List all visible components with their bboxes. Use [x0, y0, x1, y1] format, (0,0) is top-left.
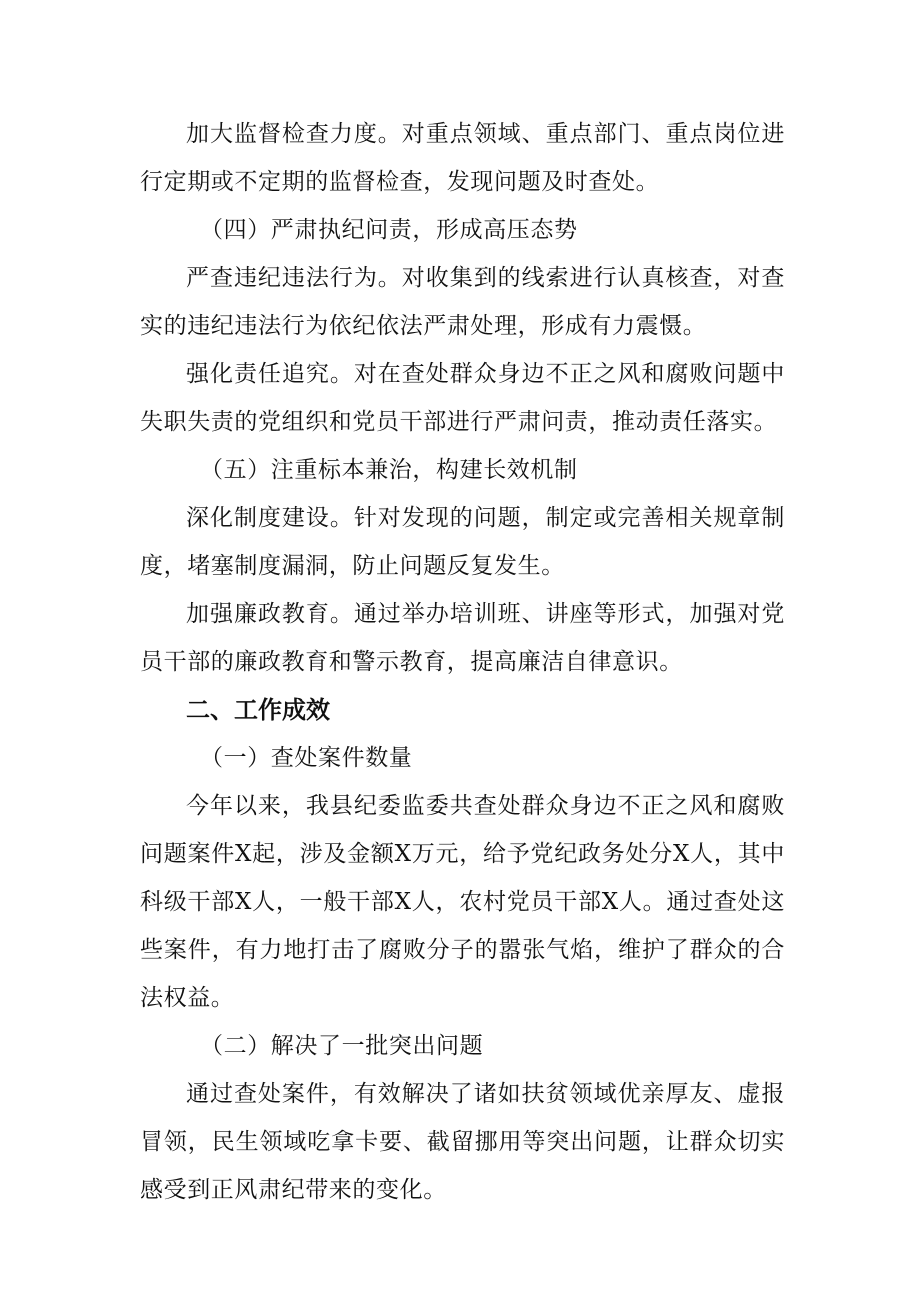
document-body [140, 110, 785, 1214]
para-system-building: 深化制度建设。针对发现的问题，制定或完善相关规章制度，堵塞制度漏洞，防止问题反复发生。 [140, 505, 785, 579]
para-integrity-education: 加强廉政教育。通过举办培训班、讲座等形式，加强对党员干部的廉政教育和警示教育，提高廉洁自律意识。 [140, 601, 785, 675]
para-case-statistics: 今年以来，我县纪委监委共查处群众身边不正之风和腐败问题案件X起，涉及金额X万元，给予党纪政务处分X人，其中科级干部X人，一般干部X人，农村党员干部X人。通过查处这些案件，有力地打击了腐败分子的嚣张气焰，维护了群众的合法权益。 [140, 793, 785, 1011]
section-heading-2: 二、工作成效 [186, 696, 330, 724]
subheading-5: （五）注重标本兼治，构建长效机制 [200, 457, 578, 483]
para-problems-solved: 通过查处案件，有效解决了诸如扶贫领域优亲厚友、虚报冒领，民生领域吃拿卡要、截留挪用等突出问题，让群众切实感受到正风肃纪带来的变化。 [140, 1081, 785, 1203]
para-supervision-inspection: 加大监督检查力度。对重点领域、重点部门、重点岗位进行定期或不定期的监督检查，发现问题及时查处。 [140, 121, 785, 195]
para-investigate-violations: 严查违纪违法行为。对收集到的线索进行认真核查，对查实的违纪违法行为依纪依法严肃处理，形成有力震慑。 [140, 265, 785, 339]
subheading-case-count: （一）查处案件数量 [200, 745, 413, 771]
para-accountability: 强化责任追究。对在查处群众身边不正之风和腐败问题中失职失责的党组织和党员干部进行严肃问责，推动责任落实。 [140, 361, 785, 435]
subheading-problems-solved: （二）解决了一批突出问题 [200, 1033, 484, 1059]
subheading-4: （四）严肃执纪问责，形成高压态势 [200, 217, 578, 243]
